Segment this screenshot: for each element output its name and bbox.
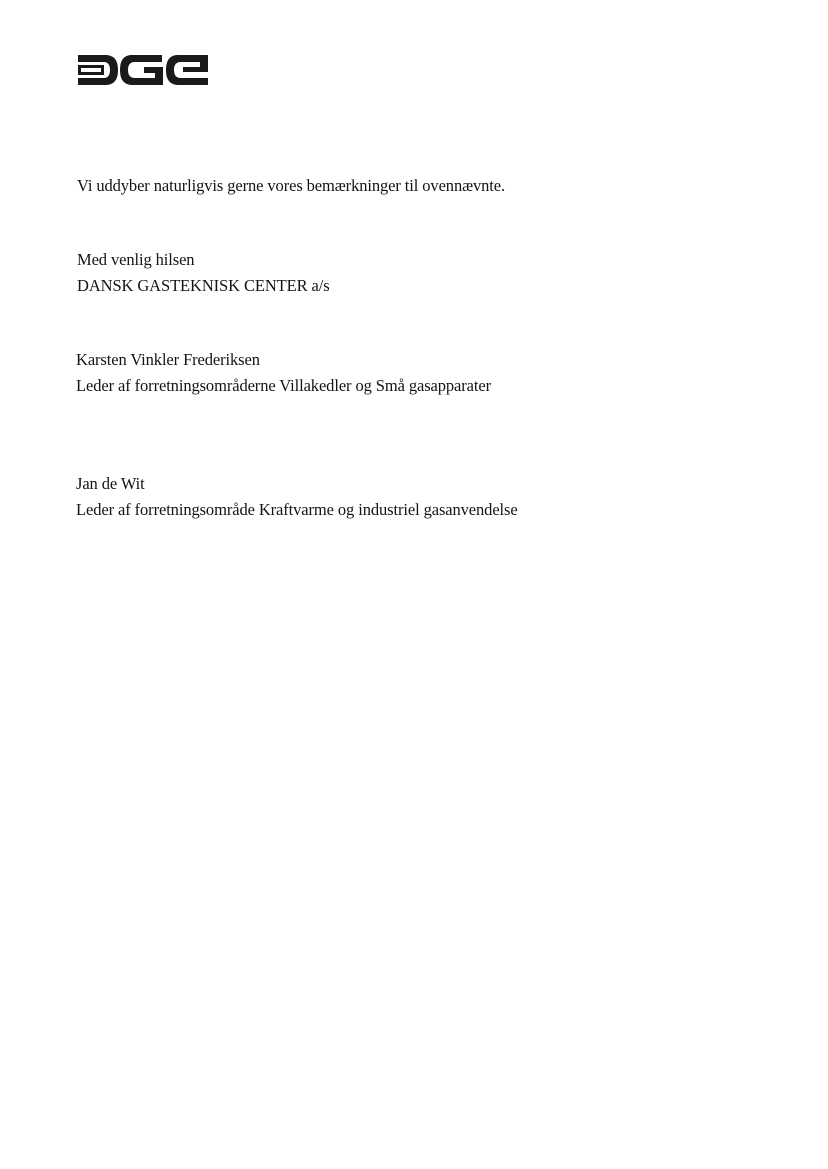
logo-letter-c xyxy=(166,55,208,85)
signatory-name: Karsten Vinkler Frederiksen xyxy=(76,350,260,369)
signatory-name: Jan de Wit xyxy=(76,474,145,493)
dgc-logo xyxy=(77,54,209,86)
signatory-title: Leder af forretningsområderne Villakedler og Små gasapparater xyxy=(76,376,492,395)
logo-letter-g xyxy=(120,55,163,85)
signatory-title: Leder af forretningsområde Kraftvarme og industriel gasanvendelse xyxy=(76,500,518,519)
closing-remark: Vi uddyber naturligvis gerne vores bemærkninger til ovennævnte. xyxy=(77,176,506,195)
logo-letter-d xyxy=(78,55,118,85)
greeting: Med venlig hilsen xyxy=(77,250,195,269)
company-name: DANSK GASTEKNISK CENTER a/s xyxy=(77,276,330,295)
